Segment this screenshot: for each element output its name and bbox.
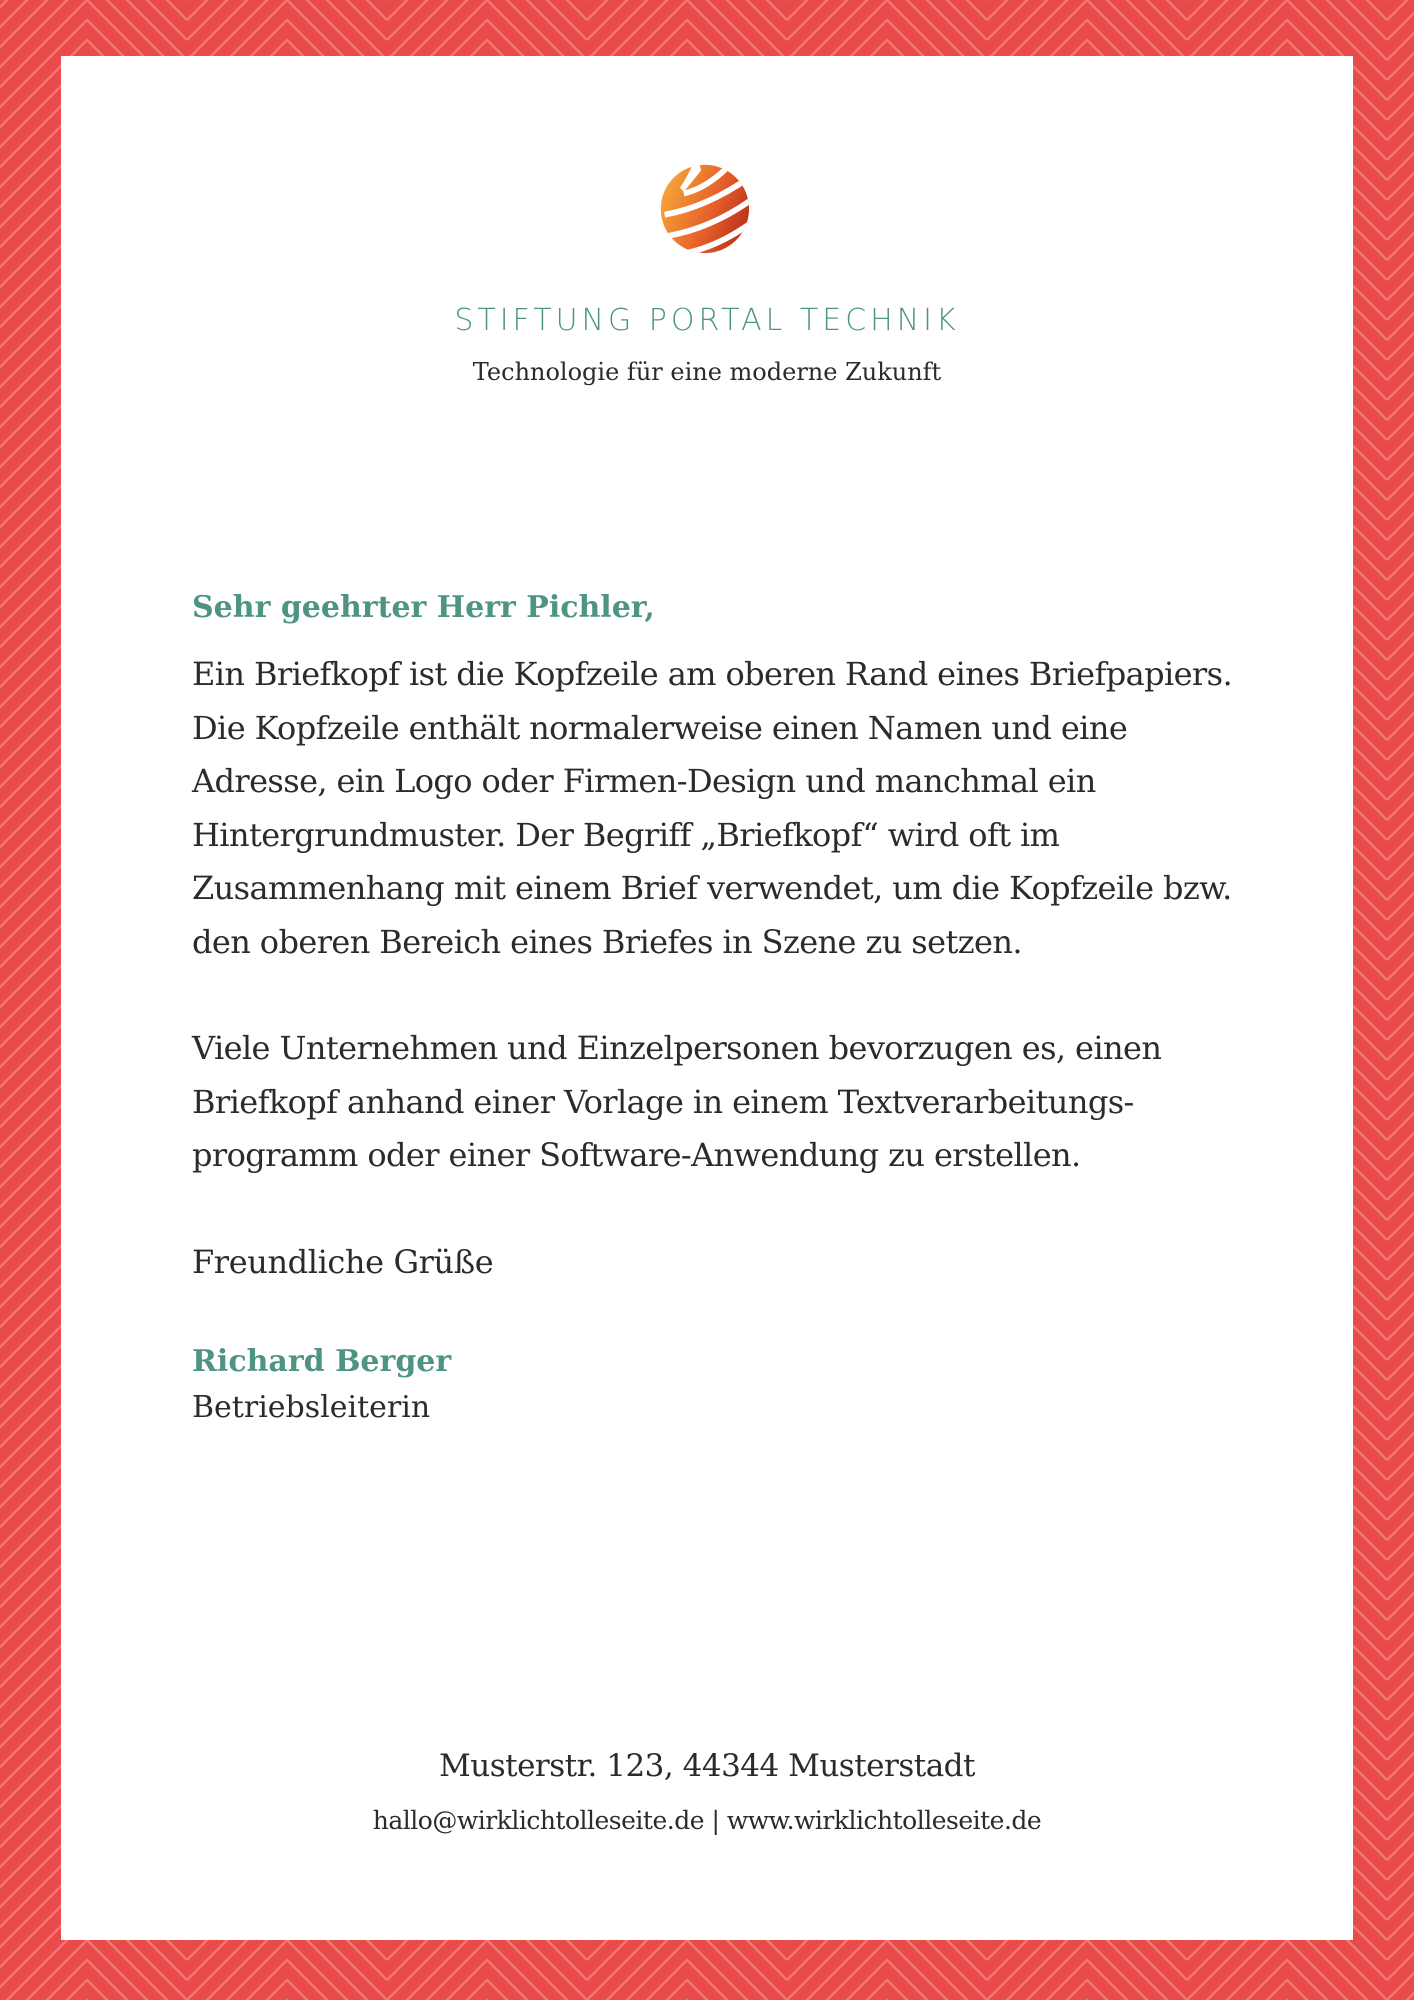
- footer-contact: [61, 1806, 1353, 1835]
- salutation: Sehr geehrter Herr Pichler,: [192, 590, 655, 625]
- body-paragraph-2: Viele Unternehmen und Einzelpersonen bevorzugen es, einen Briefkopf anhand einer Vorlage in einem Textverarbeitungs-programm oder einer Software-Anwendung zu erstellen.: [192, 1029, 1162, 1174]
- contact-separator: |: [704, 1806, 727, 1835]
- signature-name: Richard Berger: [192, 1343, 452, 1379]
- letter-page: [61, 56, 1353, 1940]
- organization-tagline: Technologie für eine moderne Zukunft: [472, 358, 942, 386]
- website-link[interactable]: www.wirklichtolleseite.de: [726, 1806, 1042, 1835]
- email-link[interactable]: hallo@wirklichtolleseite.de: [372, 1806, 705, 1835]
- letter-body: [192, 586, 1232, 1431]
- signature-title: Betriebsleiterin: [192, 1389, 431, 1425]
- orange-striped-globe-icon: [655, 159, 751, 255]
- organization-name: STIFTUNG PORTAL TECHNIK: [454, 303, 960, 338]
- body-paragraph-1: Ein Briefkopf ist die Kopfzeile am oberen Rand eines Briefpapiers. Die Kopfzeile enthält normalerweise einen Namen und eine Adresse, ein Logo oder Firmen-Design und manchmal ein Hintergrundmuster. Der Begriff „Briefkopf“ wird oft im Zusammenhang mit einem Brief verwendet, um die Kopfzeile bzw. den oberen Bereich eines Briefes in Szene zu setzen.: [192, 655, 1233, 961]
- footer-address: Musterstr. 123, 44344 Musterstadt: [439, 1748, 975, 1784]
- closing-phrase: Freundliche Grüße: [192, 1242, 494, 1281]
